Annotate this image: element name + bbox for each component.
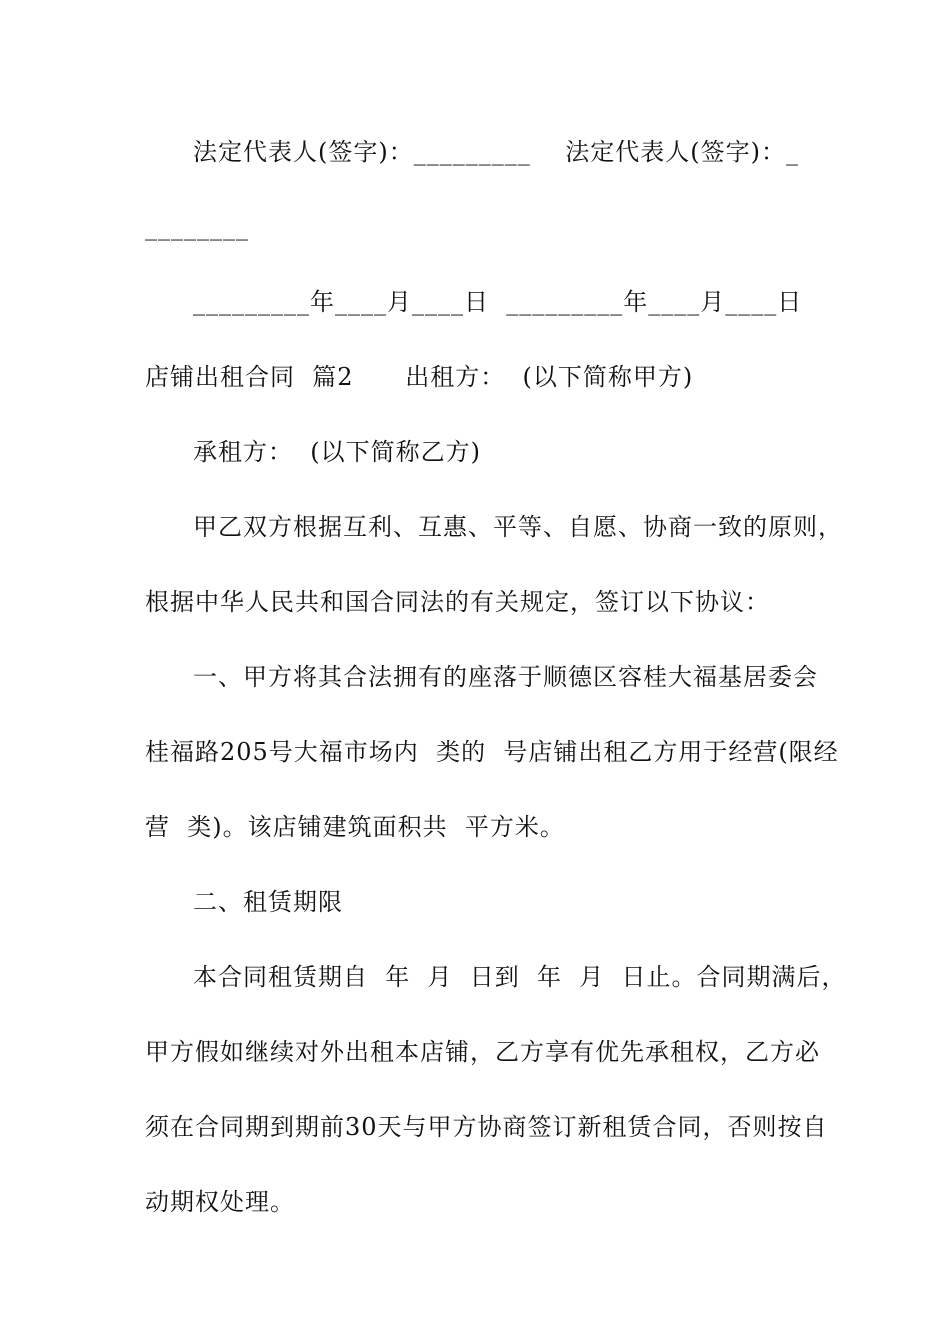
paragraph-line: 根据中华人民共和国合同法的有关规定，签订以下协议： [145, 588, 770, 616]
contract-title-line: 店铺出租合同 篇2 出租方： (以下简称甲方) [145, 363, 694, 391]
signature-line-continuation: ________ [145, 213, 249, 241]
paragraph-line: 本合同租赁期自 年 月 日到 年 月 日止。合同期满后， [193, 963, 847, 991]
paragraph-line: 甲乙双方根据互利、互惠、平等、自愿、协商一致的原则， [193, 513, 843, 541]
signature-line: 法定代表人(签字)：_________ 法定代表人(签字)：_ [193, 138, 799, 166]
paragraph-line: 营 类)。该店铺建筑面积共 平方米。 [145, 813, 565, 841]
paragraph-line: 须在合同期到期前30天与甲方协商签订新租赁合同，否则按自 [145, 1113, 828, 1141]
paragraph-line: 桂福路205号大福市场内 类的 号店铺出租乙方用于经营(限经 [145, 738, 839, 766]
date-line: _________年____月____日 _________年____月____日 [193, 288, 803, 316]
paragraph-line: 甲方假如继续对外出租本店铺，乙方享有优先承租权，乙方必 [145, 1038, 820, 1066]
section-heading: 二、租赁期限 [193, 888, 343, 916]
paragraph-line: 动期权处理。 [145, 1188, 295, 1216]
lessee-line: 承租方： (以下简称乙方) [193, 438, 481, 466]
paragraph-line: 一、甲方将其合法拥有的座落于顺德区容桂大福基居委会 [193, 663, 818, 691]
